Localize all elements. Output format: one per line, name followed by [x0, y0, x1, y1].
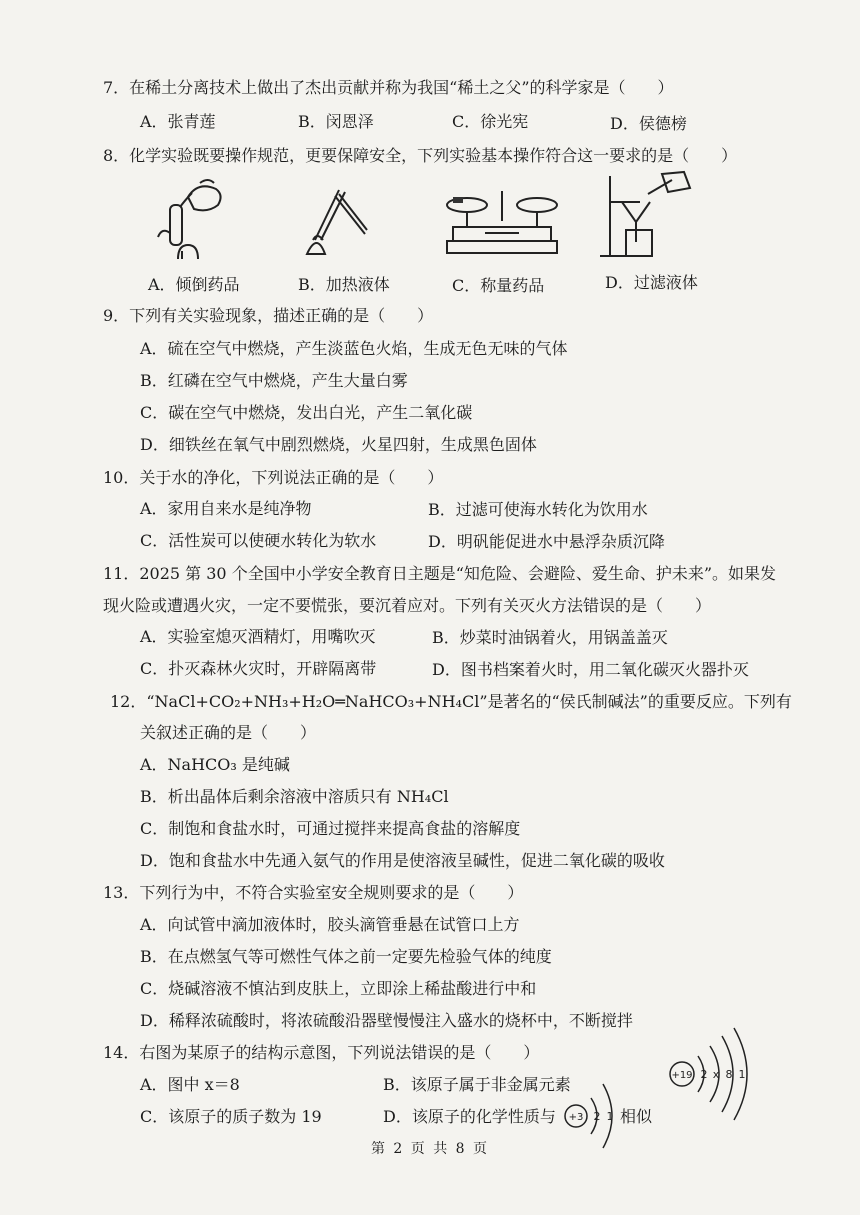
q14-option-a: A．图中 x＝8 — [140, 1075, 240, 1094]
q9-option-d: D．细铁丝在氧气中剧烈燃烧，火星四射，生成黑色固体 — [140, 435, 537, 454]
balance-scale-icon — [445, 183, 560, 261]
q9-option-a: A．硫在空气中燃烧，产生淡蓝色火焰，生成无色无味的气体 — [140, 339, 568, 358]
page-footer: 第 2 页 共 8 页 — [370, 1141, 490, 1157]
q7-option-d: D．侯德榜 — [610, 114, 687, 133]
q10-option-a: A．家用自来水是纯净物 — [140, 499, 312, 518]
q10-option-b: B．过滤可使海水转化为饮用水 — [428, 500, 648, 519]
question-14-stem: 14．右图为某原子的结构示意图，下列说法错误的是（ ） — [103, 1043, 540, 1062]
q13-option-d: D．稀释浓硫酸时，将浓硫酸沿器壁慢慢注入盛水的烧杯中，不断搅拌 — [140, 1011, 633, 1030]
q8-option-b: B．加热液体 — [298, 275, 390, 294]
atom-shell-1: 2 — [700, 1068, 708, 1081]
q12-option-a: A．NaHCO₃ 是纯碱 — [140, 755, 290, 774]
q10-option-d: D．明矾能促进水中悬浮杂质沉降 — [428, 532, 665, 551]
q7-option-a: A．张青莲 — [140, 112, 216, 131]
q11-option-d: D．图书档案着火时，用二氧化碳灭火器扑灭 — [432, 660, 749, 679]
q8-option-c: C．称量药品 — [452, 276, 545, 295]
question-11-stem-line2: 现火险或遭遇火灾，一定不要慌张，要沉着应对。下列有关灭火方法错误的是（ ） — [103, 596, 712, 615]
heating-liquid-icon — [295, 180, 370, 260]
question-7-stem: 7．在稀土分离技术上做出了杰出贡献并称为我国“稀土之父”的科学家是（ ） — [103, 78, 674, 97]
filtration-icon — [600, 172, 700, 262]
question-13-stem: 13．下列行为中，不符合实验室安全规则要求的是（ ） — [103, 883, 524, 902]
q12-option-b: B．析出晶体后剩余溶液中溶质只有 NH₄Cl — [140, 787, 449, 806]
question-12-stem-line2: 关叙述正确的是（ ） — [140, 723, 317, 742]
q11-option-c: C．扑灭森林火灾时，开辟隔离带 — [140, 659, 377, 678]
q14-option-b: B．该原子属于非金属元素 — [383, 1075, 571, 1094]
q14-option-c: C．该原子的质子数为 19 — [140, 1107, 322, 1126]
small-atom-shell-1: 2 — [593, 1110, 601, 1123]
q13-option-c: C．烧碱溶液不慎沾到皮肤上，立即涂上稀盐酸进行中和 — [140, 979, 537, 998]
question-8-stem: 8．化学实验既要操作规范，更要保障安全，下列实验基本操作符合这一要求的是（ ） — [103, 146, 738, 165]
q8-option-a: A．倾倒药品 — [148, 275, 240, 294]
q11-option-a: A．实验室熄灭酒精灯，用嘴吹灭 — [140, 627, 376, 646]
small-atom-nucleus-label: +3 — [568, 1112, 584, 1123]
q12-option-c: C．制饱和食盐水时，可通过搅拌来提高食盐的溶解度 — [140, 819, 521, 838]
atom-shell-2: x — [712, 1068, 720, 1081]
q9-option-b: B．红磷在空气中燃烧，产生大量白雾 — [140, 371, 408, 390]
q8-option-d: D．过滤液体 — [605, 273, 698, 292]
question-10-stem: 10．关于水的净化，下列说法正确的是（ ） — [103, 468, 444, 487]
q13-option-a: A．向试管中滴加液体时，胶头滴管垂悬在试管口上方 — [140, 915, 520, 934]
q9-option-c: C．碳在空气中燃烧，发出白光，产生二氧化碳 — [140, 403, 473, 422]
q14-option-d-suffix: 相似 — [620, 1107, 653, 1126]
atom-shell-3: 8 — [725, 1068, 733, 1081]
atom-shell-4: 1 — [738, 1068, 746, 1081]
small-atom-shell-2: 1 — [606, 1110, 614, 1123]
atom-structure-diagram — [668, 1028, 758, 1123]
q7-option-c: C．徐光宪 — [452, 112, 529, 131]
q10-option-c: C．活性炭可以使硬水转化为软水 — [140, 531, 377, 550]
question-9-stem: 9．下列有关实验现象，描述正确的是（ ） — [103, 306, 434, 325]
q13-option-b: B．在点燃氢气等可燃性气体之前一定要先检验气体的纯度 — [140, 947, 552, 966]
pouring-liquid-icon — [148, 175, 238, 270]
q12-option-d: D．饱和食盐水中先通入氨气的作用是使溶液呈碱性，促进二氧化碳的吸收 — [140, 851, 665, 870]
atom-nucleus-label: +19 — [671, 1070, 693, 1081]
question-11-stem-line1: 11．2025 第 30 个全国中小学安全教育日主题是“知危险、会避险、爱生命、护未来”。如果发 — [103, 564, 777, 583]
q11-option-b: B．炒菜时油锅着火，用锅盖盖灭 — [432, 628, 668, 647]
question-12-stem-line1: 12．“NaCl+CO₂+NH₃+H₂O═NaHCO₃+NH₄Cl”是著名的“侯氏制碱法”的重要反应。下列有 — [110, 692, 792, 711]
q7-option-b: B．闵恩泽 — [298, 112, 374, 131]
q14-option-d: D．该原子的化学性质与 — [383, 1107, 556, 1126]
